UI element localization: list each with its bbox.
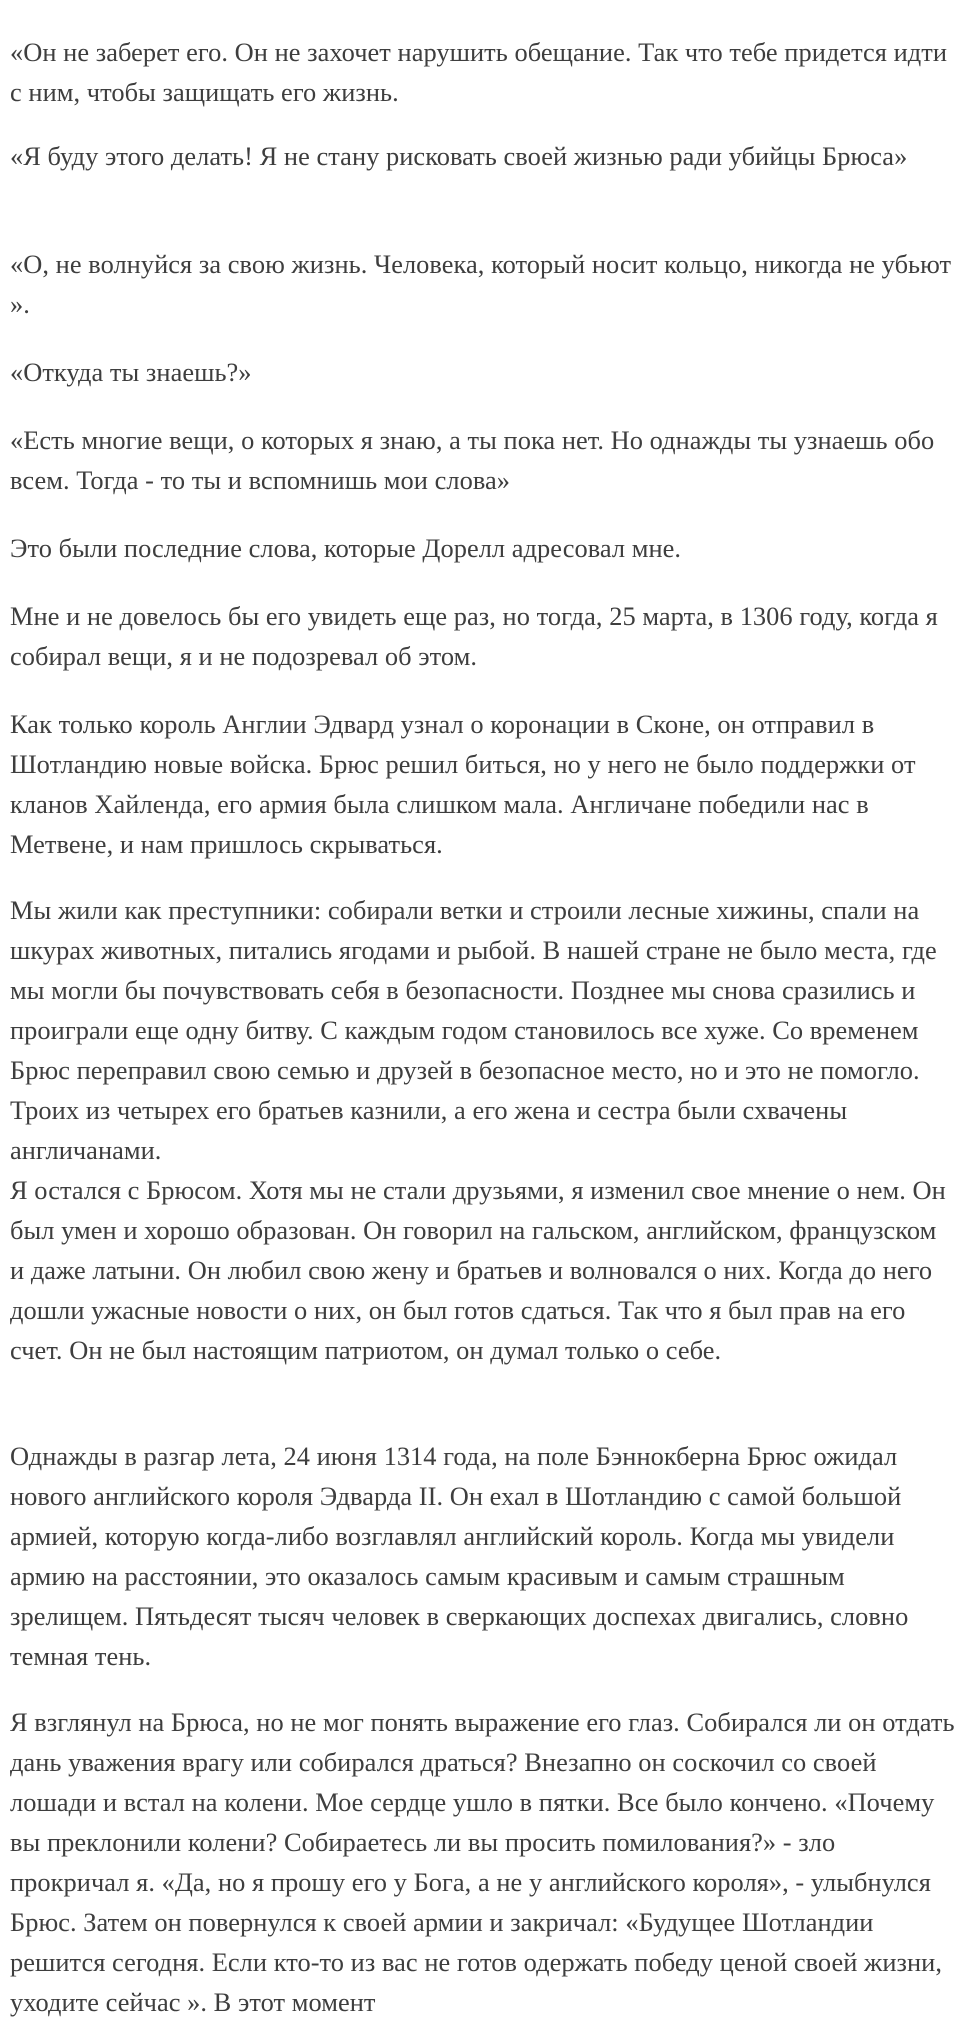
paragraph-5: «Есть многие вещи, о которых я знаю, а ты пока нет. Но однажды ты узнаешь обо всем. Тогда - то ты и вспомнишь мои слова» <box>10 425 935 495</box>
paragraph-12: Я взглянул на Брюса, но не мог понять выражение его глаз. Собирался ли он отдать дань уважения врагу или собирался драться? Внезапно он соскочил со своей лошади и встал на колени. Мое сердце ушло в пятки. Все было кончено. «Почему вы преклонили колени? Собираетесь ли вы просить помилования?» - зло прокричал я. «Да, но я прошу его у Бога, а не у английского короля», - улыбнулся Брюс. Затем он повернулся к своей армии и закричал: «Будущее Шотландии решится сегодня. Если кто-то из вас не готов одержать победу ценой своей жизни, уходите сейчас ». В этот момент <box>10 1707 955 2017</box>
paragraph-7: Мне и не довелось бы его увидеть еще раз, но тогда, 25 марта, в 1306 году, когда я собирал вещи, я и не подозревал об этом. <box>10 601 938 671</box>
paragraph-8: Как только король Англии Эдвард узнал о коронации в Сконе, он отправил в Шотландию новые войска. Брюс решил биться, но у него не было поддержки от кланов Хайленда, его армия была слишком мала. Англичане победили нас в Метвене, и нам пришлось скрываться. <box>10 709 916 859</box>
paragraph-9: Мы жили как преступники: собирали ветки и строили лесные хижины, спали на шкурах животных, питались ягодами и рыбой. В нашей стране не было места, где мы могли бы почувствовать себя в безопасности. Позднее мы снова сразились и проиграли еще одну битву. С каждым годом становилось все хуже. Со временем Брюс переправил свою семью и друзей в безопасное место, но и это не помогло. Троих из четырех его братьев казнили, а его жена и сестра были схвачены англичанами. <box>10 895 937 1165</box>
paragraph-2: «Я буду этого делать! Я не стану рисковать своей жизнью ради убийцы Брюса» <box>10 141 908 171</box>
paragraph-4: «Откуда ты знаешь?» <box>10 357 252 387</box>
paragraph-10: Я остался с Брюсом. Хотя мы не стали друзьями, я изменил свое мнение о нем. Он был умен и хорошо образован. Он говорил на гальском, английском, французском и даже латыни. Он любил свою жену и братьев и волновался о них. Когда до него дошли ужасные новости о них, он был готов сдаться. Так что я был прав на его счет. Он не был настоящим патриотом, он думал только о себе. <box>10 1175 946 1365</box>
paragraph-3: «О, не волнуйся за свою жизнь. Человека, который носит кольцо, никогда не убьют ». <box>10 249 952 319</box>
paragraph-11: Однажды в разгар лета, 24 июня 1314 года, на поле Бэннокберна Брюс ожидал нового английского короля Эдварда II. Он ехал в Шотландию с самой большой армией, которую когда-либо возглавлял английский король. Когда мы увидели армию на расстоянии, это оказалось самым красивым и самым страшным зрелищем. Пятьдесят тысяч человек в сверкающих доспехах двигались, словно темная тень. <box>10 1441 909 1671</box>
paragraph-6: Это были последние слова, которые Дорелл адресовал мне. <box>10 533 682 563</box>
paragraph-1: «Он не заберет его. Он не захочет нарушить обещание. Так что тебе придется идти с ним, чтобы защищать его жизнь. <box>10 37 948 107</box>
